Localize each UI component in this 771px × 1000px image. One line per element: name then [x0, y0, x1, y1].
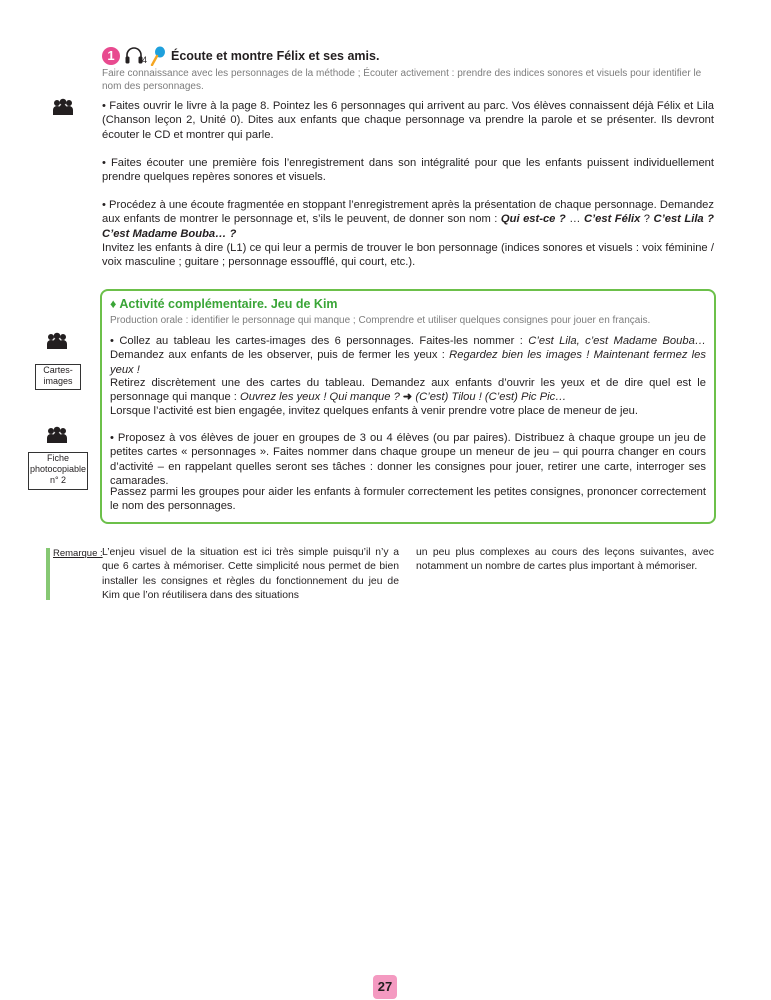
complementary-paragraph-4: • Proposez à vos élèves de jouer en groupes de 3 ou 4 élèves (ou par paires). Distribuez à chaque groupe un jeu de petites cartes « personnages ». Faites nommer dans chaque groupe un meneur de jeu – qui pourra changer en cours d’activité – en rappelant quelles seront ses tâches : donner les consignes pour jouer, retirer une carte, interroger ses camarades.: [110, 432, 706, 487]
group-work-icon: [46, 426, 68, 444]
material-label-cards: Cartes- images: [35, 364, 81, 390]
activity-number-badge: 1: [102, 47, 120, 65]
group-work-icon: [46, 332, 68, 350]
remark-bar: [46, 548, 50, 600]
group-work-icon: [52, 98, 74, 116]
speaking-icon: [150, 46, 166, 66]
complementary-objectives: Production orale : identifier le personnage qui manque ; Comprendre et utiliser quelques consignes pour jouer en français.: [110, 315, 651, 326]
activity1-paragraph-2: • Faites écouter une première fois l’enregistrement dans son intégralité pour que les enfants puissent individuellement prendre quelques repères sonores et visuels.: [102, 157, 714, 184]
remark-label: Remarque :: [53, 548, 103, 559]
activity1-paragraph-3: • Procédez à une écoute fragmentée en stoppant l’enregistrement après la présentation de chaque personnage. Demandez aux enfants de montrer le personnage et, s’ils le peuvent, de donner son nom : Qui est-ce ? … C’est Félix ? C’est Lila ? C’est Madame Bouba… ?: [102, 199, 714, 240]
remark-column-2: un peu plus complexes au cours des leçons suivantes, avec notamment un nombre de cartes plus important à mémoriser.: [416, 547, 714, 573]
activity1-objectives: Faire connaissance avec les personnages de la méthode ; Écouter activement : prendre des indices sonores et visuels pour identifier le nom des personnages.: [102, 68, 702, 92]
activity1-paragraph-1: • Faites ouvrir le livre à la page 8. Pointez les 6 personnages qui arrivent au parc. Vos élèves connaissent déjà Félix et Lila (Chanson leçon 2, Unité 0). Dites aux enfants que chaque personnage va prendre la parole et se présenter. Ils devront écouter le CD et montrer qui parle.: [102, 100, 714, 141]
track-number: 4: [142, 55, 148, 65]
activity1-paragraph-4: Invitez les enfants à dire (L1) ce qui leur a permis de trouver le bon personnage (indices sonores et visuels : voix féminine / voix masculine ; guitare ; personnage essoufflé, qui court, etc.).: [102, 242, 714, 269]
material-label-worksheet: Fiche photocopiable n° 2: [28, 452, 88, 490]
page-number: 27: [373, 975, 397, 999]
complementary-paragraph-1: • Collez au tableau les cartes-images des 6 personnages. Faites-les nommer : C’est Lila, c’est Madame Bouba… Demandez aux enfants de les observer, puis de fermer les yeux : Regardez bien les images ! Maintenant fermez les yeux !: [110, 335, 706, 376]
remark-column-1: L’enjeu visuel de la situation est ici très simple puisqu’il n’y a que 6 cartes à mémoriser. Cette simplicité nous permet de bien installer les consignes et règles du fonctionnement du jeu de Kim que l’on réutilisera dans des situations: [102, 547, 399, 602]
complementary-paragraph-3: Lorsque l’activité est bien engagée, invitez quelques enfants à venir prendre votre place de meneur de jeu.: [110, 405, 639, 417]
complementary-title: ♦ Activité complémentaire. Jeu de Kim: [110, 297, 338, 311]
complementary-paragraph-5: Passez parmi les groupes pour aider les enfants à formuler correctement les petites consignes, prononcer correctement le nom des personnages.: [110, 486, 706, 513]
complementary-paragraph-2: Retirez discrètement une des cartes du tableau. Demandez aux enfants d’ouvrir les yeux et de dire quel est le personnage qui manque : Ouvrez les yeux ! Qui manque ? ➜ (C’est) Tilou ! (C’est) Pic Pic…: [110, 377, 706, 404]
activity1-title: Écoute et montre Félix et ses amis.: [171, 49, 380, 63]
